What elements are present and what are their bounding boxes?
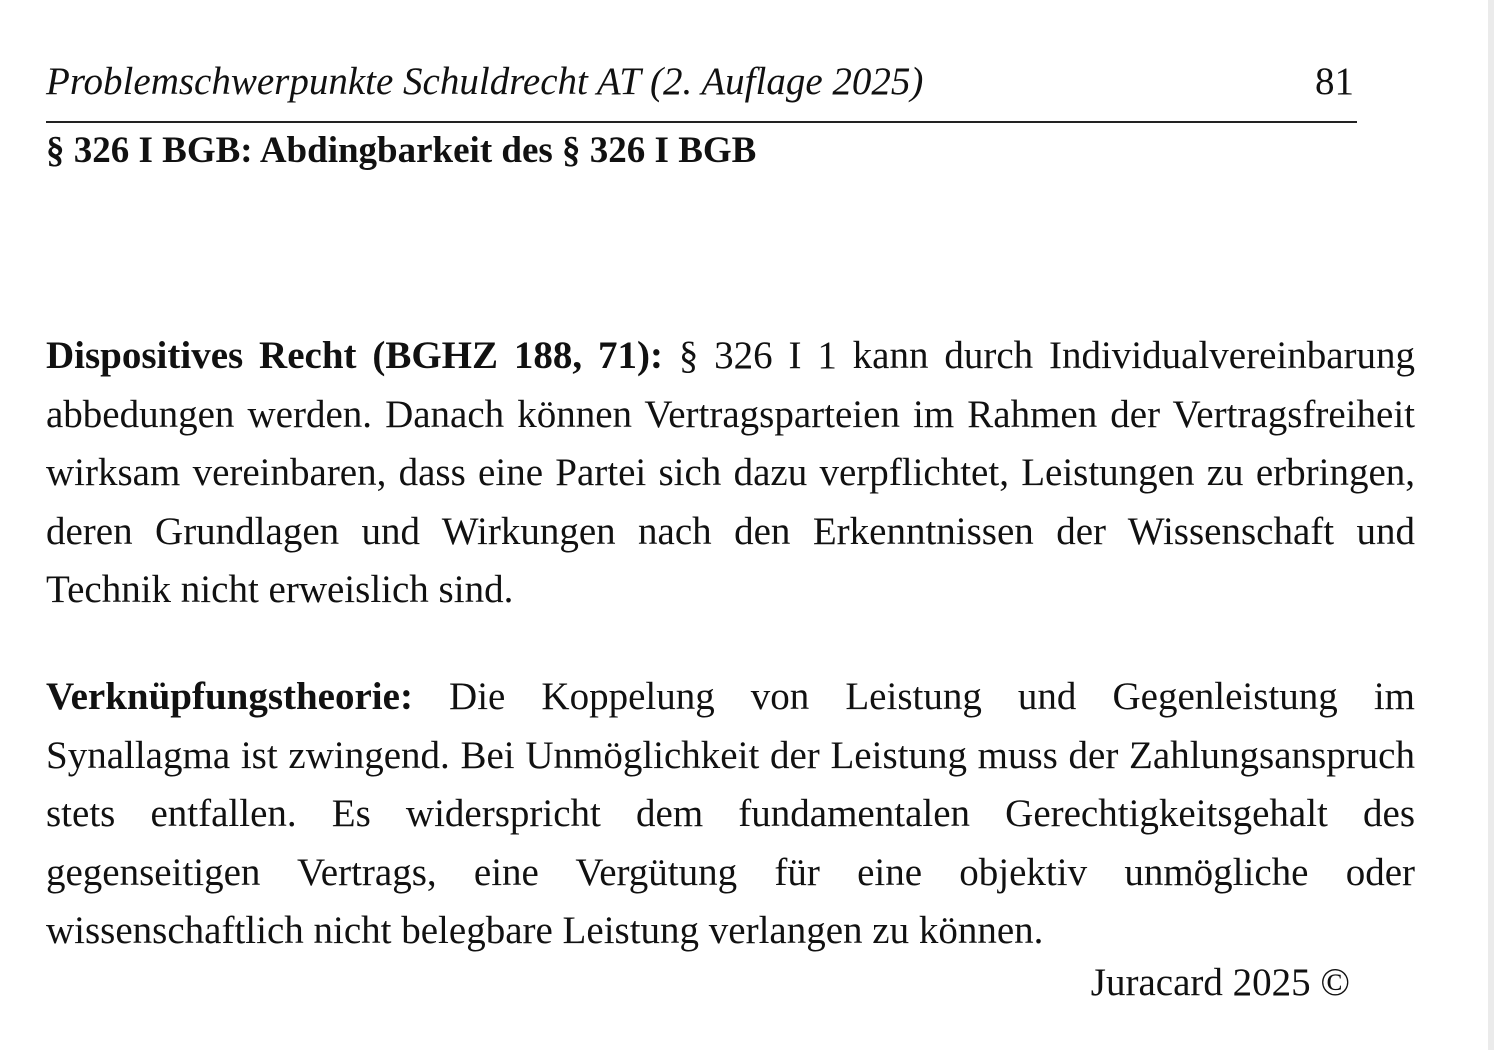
page-number: 81: [1315, 60, 1354, 103]
section-heading: § 326 I BGB: Abdingbarkeit des § 326 I BGB: [46, 130, 757, 171]
header-divider: [46, 121, 1357, 123]
paragraph-body: § 326 I 1 kann durch Individualvereinbarung abbedungen werden. Danach können Vertragsparteien im Rahmen der Vertragsfreiheit wirksam vereinbaren, dass eine Partei sich dazu verpflichtet, Leistungen zu erbringen, deren Grundlagen und Wirkungen nach den Erkenntnissen der Wissenschaft und Technik nicht erweislich sind.: [46, 334, 1416, 611]
running-head: [46, 56, 1356, 116]
paragraph-body: Die Koppelung von Leistung und Gegenleistung im Synallagma ist zwingend. Bei Unmöglichkeit der Leistung muss der Zahlungsanspruch stets entfallen. Es widerspricht dem fundamentalen Gerechtigkeitsgehalt des gegenseitigen Vertrags, eine Vergütung für eine objektiv unmögliche oder wissenschaftlich nicht belegbare Leistung verlangen zu können.: [46, 675, 1415, 952]
paragraph-lead: Verknüpfungstheorie:: [46, 675, 413, 718]
paragraph-lead: Dispositives Recht (BGHZ 188, 71):: [46, 334, 663, 377]
book-title: Problemschwerpunkte Schuldrecht AT (2. Auflage 2025): [46, 60, 924, 103]
page-edge: [1488, 0, 1494, 1050]
paragraph-verknuepfungstheorie: [46, 668, 1415, 961]
copyright-notice: Juracard 2025 ©: [1090, 961, 1350, 1004]
paragraph-dispositives-recht: [46, 327, 1415, 620]
